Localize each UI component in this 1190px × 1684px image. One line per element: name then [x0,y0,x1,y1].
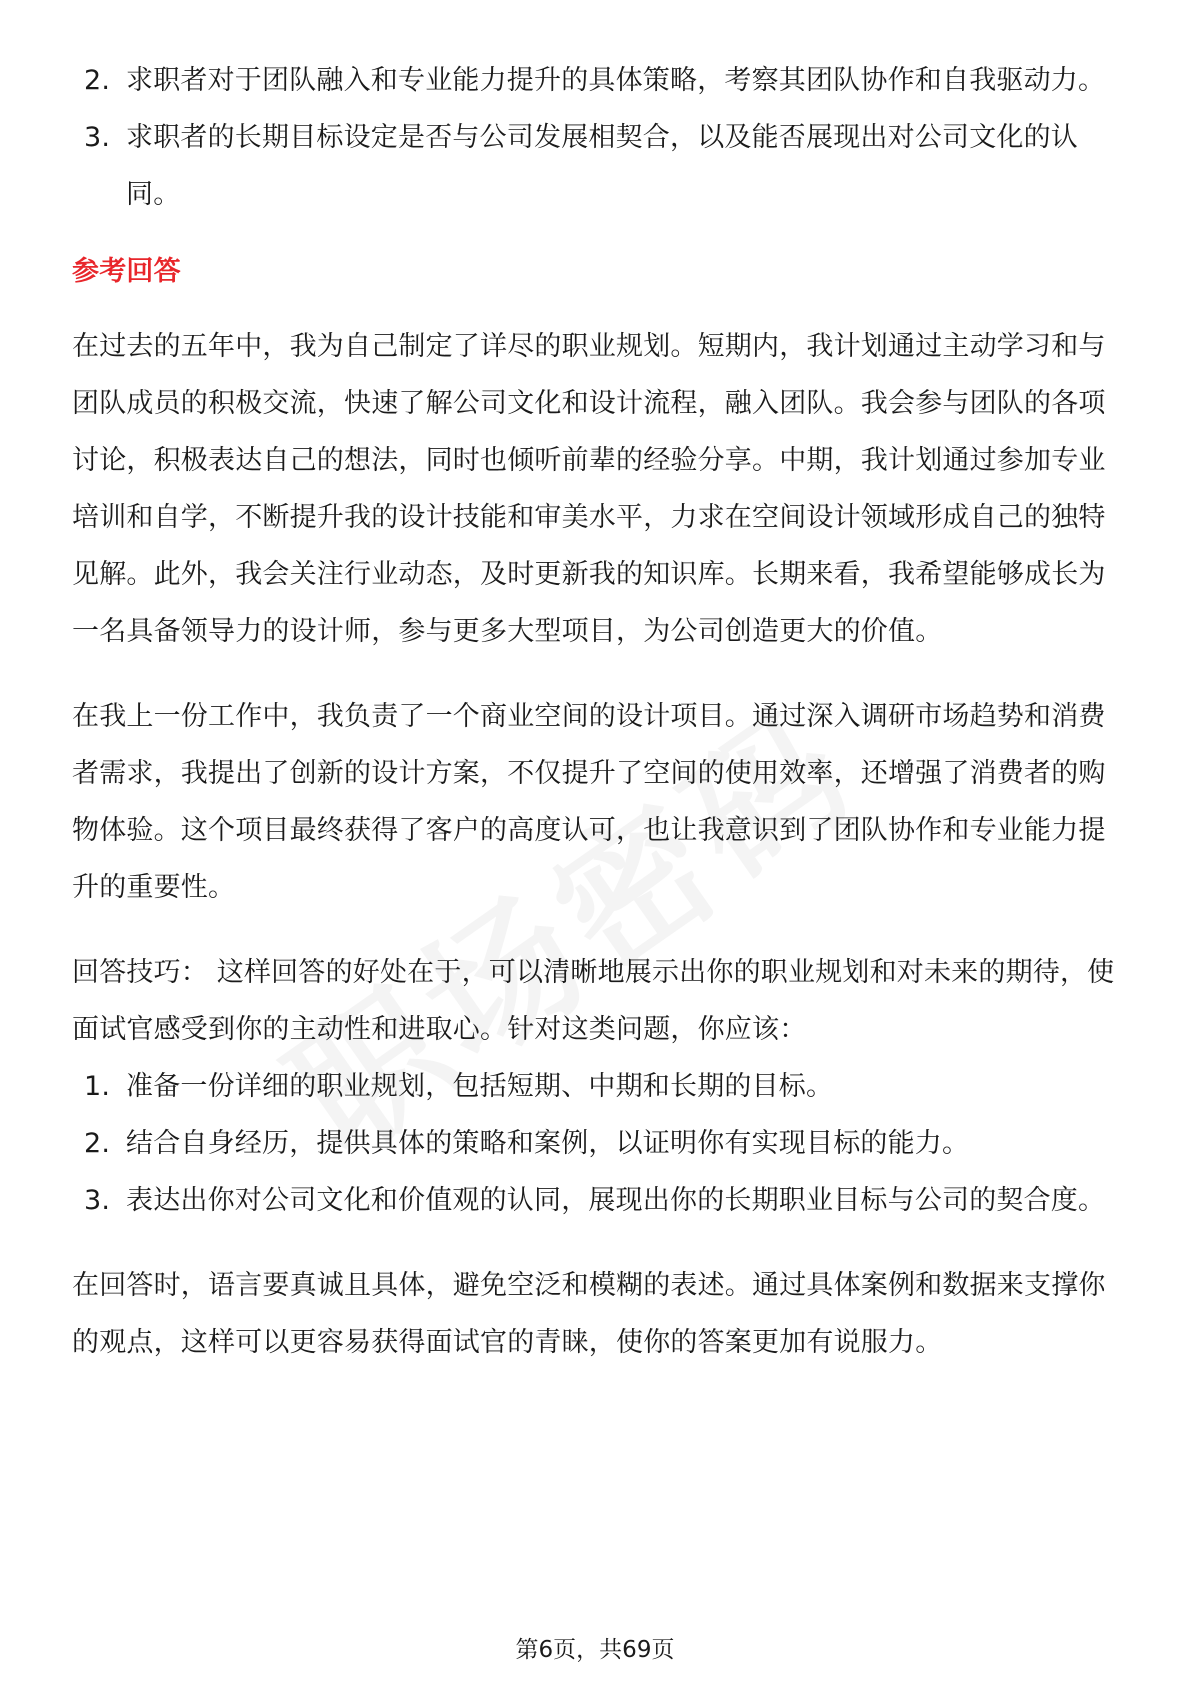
closing-paragraph: 在回答时，语言要真诚且具体，避免空泛和模糊的表述。通过具体案例和数据来支撑你的观点，这样可以更容易获得面试官的青睐，使你的答案更加有说服力。 [72,1270,1106,1358]
criteria-list [72,52,1116,223]
reference-answer-heading: 参考回答 [72,256,181,287]
list-item-text: 求职者的长期目标设定是否与公司发展相契合，以及能否展现出对公司文化的认同。 [126,122,1078,210]
tips-intro: 回答技巧： 这样回答的好处在于，可以清晰地展示出你的职业规划和对未来的期待，使面试官感受到你的主动性和进取心。针对这类问题，你应该： [72,957,1115,1045]
list-item-number: 2. [84,1128,111,1159]
answer-paragraph: 在过去的五年中，我为自己制定了详尽的职业规划。短期内，我计划通过主动学习和与团队成员的积极交流，快速了解公司文化和设计流程，融入团队。我会参与团队的各项讨论，积极表达自己的想法，同时也倾听前辈的经验分享。中期，我计划通过参加专业培训和自学，不断提升我的设计技能和审美水平，力求在空间设计领域形成自己的独特见解。此外，我会关注行业动态，及时更新我的知识库。长期来看，我希望能够成长为一名具备领导力的设计师，参与更多大型项目，为公司创造更大的价值。 [72,331,1106,647]
list-item [72,1115,1116,1172]
list-item-text: 求职者对于团队融入和专业能力提升的具体策略，考察其团队协作和自我驱动力。 [126,65,1106,96]
page-content [72,52,1116,1371]
list-item [72,109,1116,223]
list-item-number: 3. [84,1185,111,1216]
page-footer: 第6页，共69页 [515,1637,675,1663]
tips-list [72,1058,1116,1229]
list-item-text: 准备一份详细的职业规划，包括短期、中期和长期的目标。 [126,1071,834,1102]
list-item [72,52,1116,109]
list-item [72,1172,1116,1229]
list-item-number: 2. [84,65,111,96]
list-item [72,1058,1116,1115]
answer-paragraph: 在我上一份工作中，我负责了一个商业空间的设计项目。通过深入调研市场趋势和消费者需求，我提出了创新的设计方案，不仅提升了空间的使用效率，还增强了消费者的购物体验。这个项目最终获得了客户的高度认可，也让我意识到了团队协作和专业能力提升的重要性。 [72,701,1106,903]
list-item-text: 结合自身经历，提供具体的策略和案例，以证明你有实现目标的能力。 [126,1128,970,1159]
list-item-text: 表达出你对公司文化和价值观的认同，展现出你的长期职业目标与公司的契合度。 [126,1185,1106,1216]
list-item-number: 1. [84,1071,111,1102]
list-item-number: 3. [84,122,111,153]
